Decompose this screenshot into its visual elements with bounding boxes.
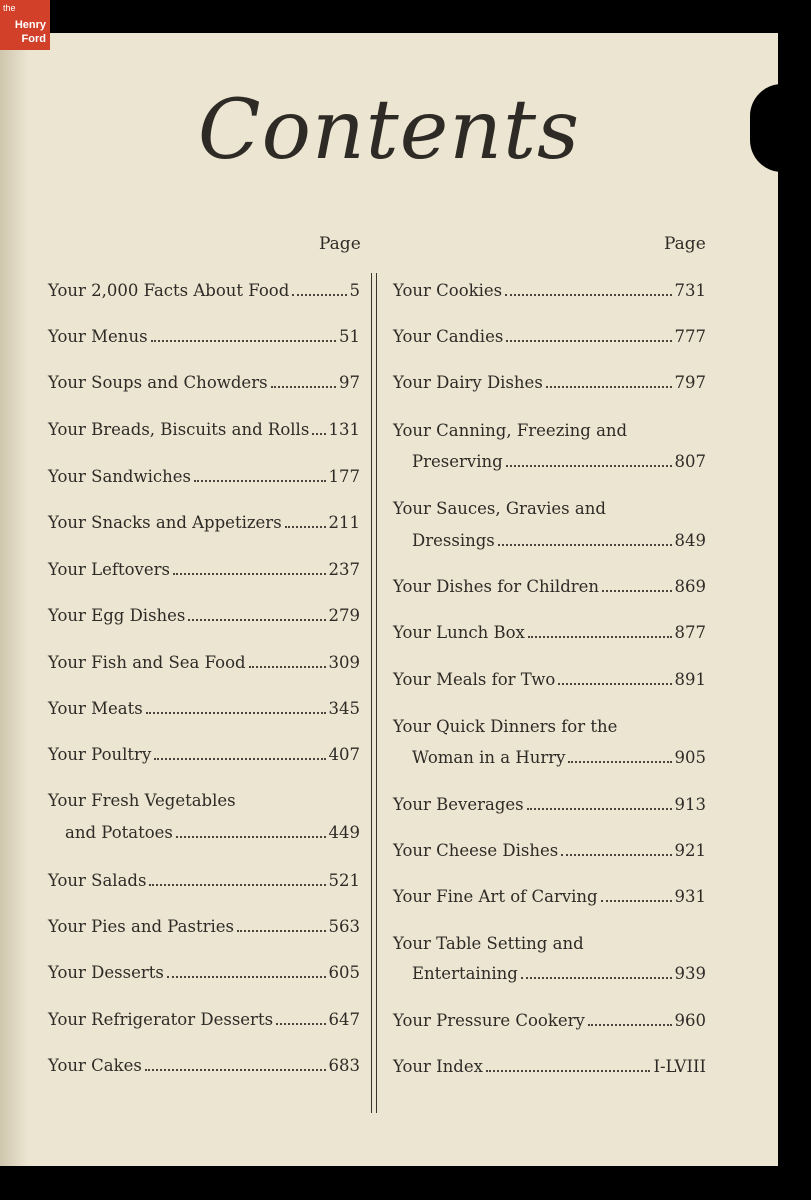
left-toc-entry — [65, 823, 360, 842]
right-toc-entry — [393, 887, 706, 906]
toc-entry-page-number: 777 — [674, 327, 706, 346]
toc-entry-page-number: 931 — [674, 887, 706, 906]
right-toc-entry — [393, 281, 706, 300]
toc-entry-name: Your Fish and Sea Food — [48, 653, 246, 672]
right-toc-entry — [393, 1057, 706, 1076]
left-toc-entry — [48, 963, 360, 982]
left-toc-entry — [48, 917, 360, 936]
toc-entry-name: Your Beverages — [393, 795, 524, 814]
toc-entry-name: Your Dishes for Children — [393, 577, 600, 596]
dot-leader — [486, 1070, 651, 1072]
dot-leader — [149, 884, 325, 886]
toc-entry-page-number: 869 — [674, 577, 706, 596]
toc-entry-name: Your Candies — [393, 327, 504, 346]
right-toc-entry — [412, 964, 706, 983]
dot-leader — [568, 761, 671, 763]
toc-entry-name: Your Refrigerator Desserts — [48, 1010, 274, 1029]
dot-leader — [521, 977, 672, 979]
toc-entry-name: Your Cookies — [393, 281, 503, 300]
left-toc-entry — [48, 373, 360, 392]
logo-text-the: the — [3, 3, 16, 13]
left-toc-entry — [48, 745, 360, 764]
right-toc-entry — [412, 452, 706, 471]
toc-entry-name: Your Salads — [48, 871, 147, 890]
dot-leader — [145, 1069, 326, 1071]
logo-text-henry: Henry — [14, 19, 46, 31]
right-entry-title-line: Your Table Setting and — [393, 934, 584, 953]
left-toc-entry — [48, 653, 360, 672]
dot-leader — [151, 340, 336, 342]
toc-entry-page-number: 237 — [328, 560, 360, 579]
toc-entry-page-number: 877 — [674, 623, 706, 642]
toc-entry-name: Your Fine Art of Carving — [393, 887, 598, 906]
toc-entry-name: Your Cheese Dishes — [393, 841, 559, 860]
toc-entry-name: Entertaining — [412, 964, 518, 983]
toc-entry-name: Your Egg Dishes — [48, 606, 186, 625]
toc-entry-page-number: 449 — [328, 823, 360, 842]
toc-entry-page-number: 563 — [328, 917, 360, 936]
dot-leader — [506, 340, 671, 342]
left-toc-entry — [48, 513, 360, 532]
toc-entry-page-number: 939 — [674, 964, 706, 983]
toc-entry-page-number: 211 — [328, 513, 360, 532]
toc-entry-name: Your Meals for Two — [393, 670, 556, 689]
toc-entry-name: Woman in a Hurry — [412, 748, 566, 767]
toc-entry-name: Your Index — [393, 1057, 483, 1076]
dot-leader — [188, 619, 325, 621]
toc-entry-name: Your Dairy Dishes — [393, 373, 543, 392]
toc-entry-name: Your Meats — [48, 699, 143, 718]
toc-entry-page-number: 960 — [674, 1011, 706, 1030]
toc-entry-name: Your Lunch Box — [393, 623, 525, 642]
right-toc-entry — [393, 373, 706, 392]
toc-entry-page-number: 605 — [328, 963, 360, 982]
toc-entry-name: Your Leftovers — [48, 560, 170, 579]
right-toc-entry — [393, 623, 706, 642]
dot-leader — [176, 836, 326, 838]
right-toc-entry — [393, 577, 706, 596]
dot-leader — [505, 294, 671, 296]
left-toc-entry — [48, 699, 360, 718]
dot-leader — [558, 683, 671, 685]
toc-entry-page-number: 683 — [328, 1056, 360, 1075]
left-toc-entry — [48, 871, 360, 890]
right-toc-entry — [412, 531, 706, 550]
dot-leader — [173, 573, 326, 575]
dot-leader — [602, 590, 671, 592]
dot-leader — [601, 900, 672, 902]
toc-entry-page-number: 309 — [328, 653, 360, 672]
toc-entry-page-number: 97 — [339, 373, 360, 392]
left-toc-entry — [48, 467, 360, 486]
toc-entry-page-number: 5 — [349, 281, 360, 300]
dot-leader — [194, 480, 326, 482]
toc-entry-name: and Potatoes — [65, 823, 173, 842]
toc-entry-page-number: I-LVIII — [653, 1057, 706, 1076]
toc-entry-page-number: 647 — [328, 1010, 360, 1029]
toc-entry-name: Dressings — [412, 531, 495, 550]
toc-entry-page-number: 891 — [674, 670, 706, 689]
logo-text-ford: Ford — [21, 33, 46, 45]
dot-leader — [154, 758, 325, 760]
dot-leader — [271, 386, 336, 388]
toc-entry-page-number: 51 — [339, 327, 360, 346]
henry-ford-logo — [0, 0, 50, 50]
dot-leader — [561, 854, 671, 856]
right-toc-entry — [393, 327, 706, 346]
dot-leader — [527, 808, 672, 810]
page-binding-edge — [0, 33, 28, 1166]
dot-leader — [312, 433, 325, 435]
toc-entry-name: Preserving — [412, 452, 503, 471]
right-column-page-header: Page — [664, 234, 706, 254]
toc-entry-page-number: 731 — [674, 281, 706, 300]
left-entry-title-line: Your Fresh Vegetables — [48, 791, 236, 810]
dot-leader — [292, 294, 346, 296]
toc-entry-name: Your Sandwiches — [48, 467, 191, 486]
right-toc-entry — [393, 670, 706, 689]
toc-entry-page-number: 131 — [328, 420, 360, 439]
toc-entry-page-number: 279 — [328, 606, 360, 625]
right-toc-entry — [393, 795, 706, 814]
left-toc-entry — [48, 420, 360, 439]
toc-entry-page-number: 849 — [674, 531, 706, 550]
toc-entry-name: Your Pies and Pastries — [48, 917, 234, 936]
left-toc-entry — [48, 281, 360, 300]
toc-entry-page-number: 345 — [328, 699, 360, 718]
toc-entry-name: Your Snacks and Appetizers — [48, 513, 282, 532]
right-toc-entry — [393, 841, 706, 860]
right-entry-title-line: Your Canning, Freezing and — [393, 421, 628, 440]
dot-leader — [498, 544, 672, 546]
dot-leader — [237, 930, 326, 932]
document-page — [0, 33, 778, 1166]
left-toc-entry — [48, 606, 360, 625]
page-title: Contents — [197, 83, 581, 178]
toc-entry-name: Your Breads, Biscuits and Rolls — [48, 420, 310, 439]
toc-entry-name: Your Soups and Chowders — [48, 373, 268, 392]
dot-leader — [506, 465, 672, 467]
toc-entry-name: Your Desserts — [48, 963, 164, 982]
toc-entry-page-number: 521 — [328, 871, 360, 890]
right-toc-entry — [393, 1011, 706, 1030]
toc-entry-name: Your Pressure Cookery — [393, 1011, 585, 1030]
dot-leader — [546, 386, 672, 388]
toc-entry-name: Your Cakes — [48, 1056, 142, 1075]
dot-leader — [276, 1023, 325, 1025]
column-divider-rule — [371, 273, 372, 1113]
left-toc-entry — [48, 1010, 360, 1029]
right-entry-title-line: Your Quick Dinners for the — [393, 717, 618, 736]
dot-leader — [528, 636, 672, 638]
left-toc-entry — [48, 327, 360, 346]
toc-entry-page-number: 905 — [674, 748, 706, 767]
toc-entry-page-number: 797 — [674, 373, 706, 392]
toc-entry-page-number: 807 — [674, 452, 706, 471]
dot-leader — [146, 712, 326, 714]
dot-leader — [285, 526, 326, 528]
dot-leader — [249, 666, 326, 668]
left-column-page-header: Page — [319, 234, 361, 254]
toc-entry-name: Your Menus — [48, 327, 148, 346]
column-divider-rule — [376, 273, 377, 1113]
toc-entry-page-number: 921 — [674, 841, 706, 860]
toc-entry-name: Your Poultry — [48, 745, 152, 764]
left-toc-entry — [48, 560, 360, 579]
dot-leader — [588, 1024, 672, 1026]
dot-leader — [167, 976, 326, 978]
toc-entry-page-number: 913 — [674, 795, 706, 814]
toc-entry-name: Your 2,000 Facts About Food — [48, 281, 290, 300]
toc-entry-page-number: 407 — [328, 745, 360, 764]
right-toc-entry — [412, 748, 706, 767]
toc-entry-page-number: 177 — [328, 467, 360, 486]
left-toc-entry — [48, 1056, 360, 1075]
right-entry-title-line: Your Sauces, Gravies and — [393, 499, 606, 518]
